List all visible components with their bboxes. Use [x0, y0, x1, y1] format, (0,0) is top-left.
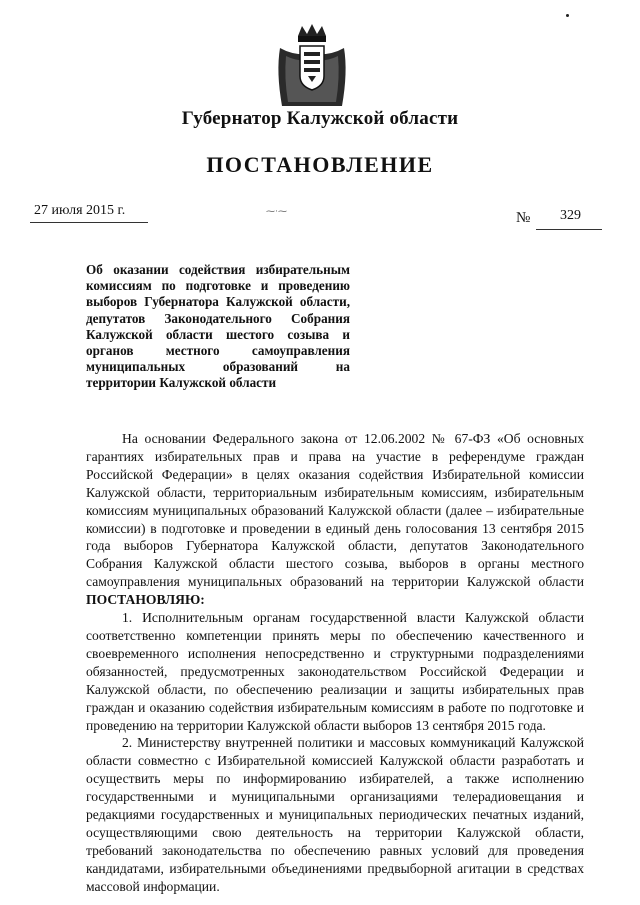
item-2-paragraph: 2. Министерству внутренней политики и массовых коммуникаций Калужской области совместно с Избирательной комиссией Калужской области разработать и осуществить меры по информированию избирателей, а также исполнению государственными и муниципальными организациями телерадиовещания и редакциями государственных и муниципальных периодических печатных изданий, осуществляющими свою деятельность на территории Калужской области, требований законодательства по обеспечению равных условий для проведения кандидатами, избирательными объединениями предвыборной агитации в средствах массовой информации.: [86, 735, 584, 894]
coat-of-arms-icon: [274, 22, 350, 110]
issuing-authority: Губернатор Калужской области: [181, 108, 459, 129]
document-date: 27 июля 2015 г.: [34, 203, 126, 218]
decree-word: ПОСТАНОВЛЯЮ:: [86, 592, 205, 608]
document-title: Об оказании содействия избирательным комиссиям по подготовке и проведению выборов Губернатора Калужской области, депутатов Законодательного Собрания Калужской области шестого созыва и органов местного самоуправления муниципальных образований на территории Калужской области: [86, 262, 350, 391]
document-body: [86, 430, 584, 896]
date-underline: [30, 222, 148, 223]
number-underline: [536, 229, 602, 230]
document-type: ПОСТАНОВЛЕНИЕ: [206, 152, 434, 177]
scan-artifact: ⁓·⁓: [266, 206, 287, 216]
scan-speck: [566, 14, 569, 17]
preamble-paragraph: [86, 430, 584, 609]
preamble-text: На основании Федерального закона от 12.06.2002 № 67-ФЗ «Об основных гарантиях избирательных прав и права на участие в референдуме граждан Российской Федерации» в целях оказания содействия Избирательной комиссии Калужской области, территориальным избирательным комиссиям, избирательным комиссиям муниципальных образований Калужской области (далее – избирательные комиссии) в подготовке и проведении в единый день голосования 13 сентября 2015 года выборов Губернатора Калужской области, депутатов Законодательного Собрания Калужской области шестого созыва, выборов в органы местного самоуправления муниципальных образований на территории Калужской области: [86, 431, 584, 590]
number-sign: №: [516, 210, 531, 226]
item-1-paragraph: 1. Исполнительным органам государственной власти Калужской области соответственно компетенции принять меры по обеспечению качественного и своевременного исполнения непосредственно и структурными подразделениями обязанностей, предусмотренных законодательством Российской Федерации и Калужской области, по обеспечению реализации и защиты избирательных прав граждан и оказанию содействия избирательным комиссиям в работе по подготовке и проведению на территории Калужской области выборов 13 сентября 2015 года.: [86, 610, 584, 733]
document-number: 329: [560, 208, 581, 223]
